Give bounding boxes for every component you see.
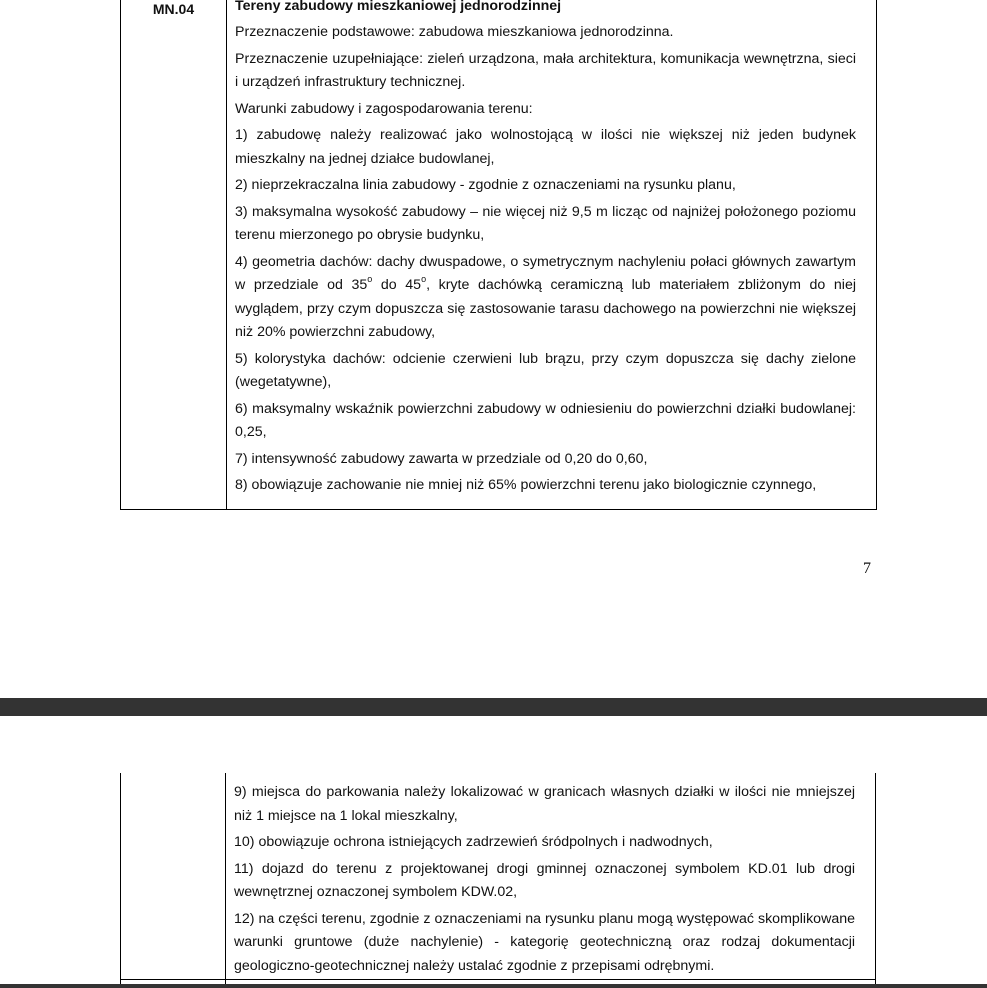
list-item [235, 251, 856, 345]
table-border [120, 773, 121, 957]
list-item: 2) nieprzekraczalna linia zabudowy - zgodnie z oznaczeniami na rysunku planu, [235, 177, 736, 193]
list-item: 7) intensywność zabudowy zawarta w przedziale od 0,20 do 0,60, [235, 450, 648, 467]
zoning-table [120, 0, 877, 510]
list-item: 12) na części terenu, zgodnie z oznaczeniami na rysunku planu mogą występować skomplikowane warunki gruntowe (duże nachylenie) - kategorię geotechniczną oraz rodzaj dokumentacji geologiczno-geotechnicznej należy ustalać zgodnie z przepisami odrębnymi. [234, 910, 855, 974]
column-divider [225, 773, 226, 984]
paragraph: Przeznaczenie podstawowe: zabudowa mieszkaniowa jednorodzinna. [235, 24, 674, 40]
text-segment: , kryte dachówką ceramiczną lub materiałem zbliżonym do niej wyglądem, przy czym dopuszcza się zastosowanie tarasu dachowego na powierzchni nie większej niż 20% powierzchni zabudowy, [235, 277, 857, 340]
list-item: 1) zabudowę należy realizować jako wolnostojącą w ilości nie większej niż jeden budynek mieszkalny na jednej działce budowlanej, [235, 127, 856, 167]
list-item: 10) obowiązuje ochrona istniejących zadrzewień śródpolnych i nadwodnych, [234, 834, 713, 850]
paragraph: Przeznaczenie uzupełniające: zieleń urządzona, mała architektura, komunikacja wewnętrzna, sieci i urządzeń infrastruktury technicznej. [235, 50, 856, 90]
zone-description [235, 0, 856, 501]
page-separator [0, 698, 987, 716]
paragraph: Warunki zabudowy i zagospodarowania terenu: [235, 100, 533, 117]
list-item: 8) obowiązuje zachowanie nie mniej niż 65% powierzchni terenu jako biologicznie czynnego, [235, 477, 817, 493]
page-number: 7 [863, 560, 871, 577]
document-page-8 [0, 716, 987, 984]
page-separator [0, 984, 987, 988]
list-item: 11) dojazd do terenu z projektowanej drogi gminnej oznaczonej symbolem KD.01 lub drogi wewnętrznej oznaczonej symbolem KDW.02, [234, 860, 855, 900]
zone-description-continued [234, 781, 855, 981]
zone-heading: Tereny zabudowy mieszkaniowej jednorodzinnej [235, 0, 562, 14]
degree-symbol: o [421, 274, 427, 284]
text-segment: 4) geometria dachów: dachy dwuspadowe, o symetrycznym nachyleniu połaci głównych zawartym w przedziale od 35 [235, 253, 856, 293]
list-item: 5) kolorystyka dachów: odcienie czerwieni lub brązu, przy czym dopuszcza się dachy zielone (wegetatywne), [235, 350, 856, 390]
list-item: 6) maksymalny wskaźnik powierzchni zabudowy w odniesieniu do powierzchni działki budowlanej: 0,25, [235, 400, 856, 440]
text-segment: do 45 [372, 277, 422, 293]
list-item: 9) miejsca do parkowania należy lokalizować w granicach własnych działki w ilości nie mniejszej niż 1 miejsce na 1 lokal mieszkalny, [234, 784, 855, 824]
zoning-table-continued [120, 773, 876, 984]
zone-symbol: MN.04 [152, 1, 195, 17]
column-divider [226, 0, 227, 509]
degree-symbol: o [367, 274, 373, 284]
list-item: 3) maksymalna wysokość zabudowy – nie więcej niż 9,5 m licząc od najniżej położonego poziomu terenu mierzonego po obrysie budynku, [235, 203, 856, 243]
